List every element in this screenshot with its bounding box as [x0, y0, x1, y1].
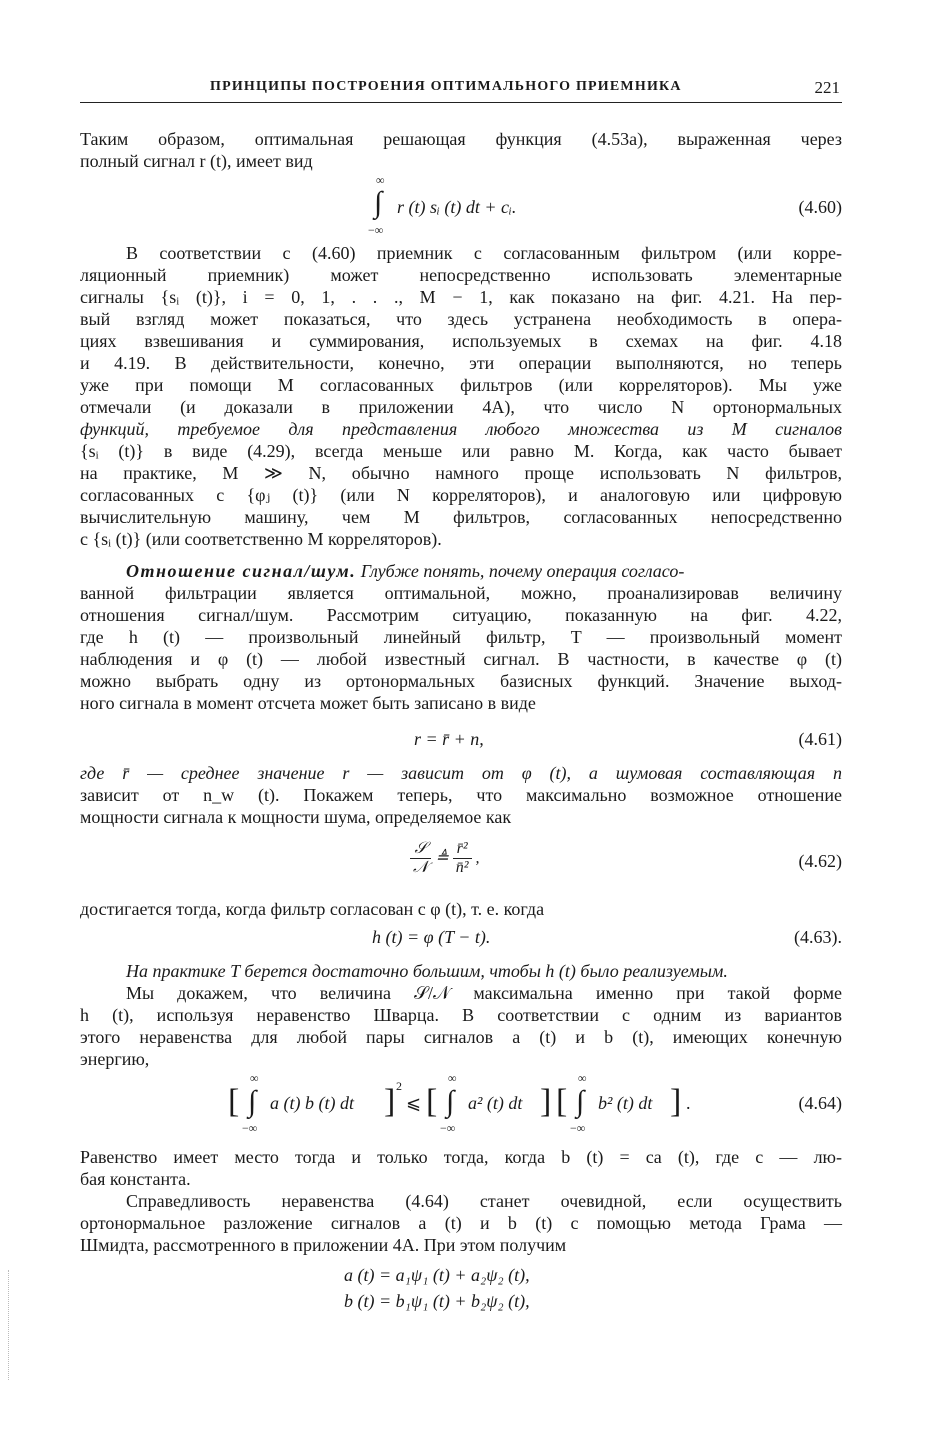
- text-line: отмечали (и доказали в приложении 4А), что число N ортонормальных: [80, 397, 842, 417]
- equation-number: (4.64): [798, 1093, 842, 1113]
- text-line: ортонормальное разложение сигналов a (t) и b (t) с помощью метода Грама —: [80, 1213, 842, 1233]
- text-line: мощности сигнала к мощности шума, определяемое как: [80, 807, 512, 827]
- running-head: ПРИНЦИПЫ ПОСТРОЕНИЯ ОПТИМАЛЬНОГО ПРИЕМНИКА: [210, 79, 682, 94]
- text-line: Равенство имеет место тогда и только тогда, когда b (t) = ca (t), где c — лю-: [80, 1147, 842, 1167]
- text-line: {sᵢ (t)} в виде (4.29), всегда меньше или равно M. Когда, как часто бывает: [80, 441, 842, 461]
- equation-number: (4.60): [798, 197, 842, 217]
- text-line: достигается тогда, когда фильтр согласован с φ (t), т. е. когда: [80, 899, 545, 919]
- text-line: Справедливость неравенства (4.64) станет очевидной, если осуществить: [126, 1191, 842, 1211]
- text-line: согласованных с {φⱼ (t)} (или N корреляторов), и аналоговую или цифровую: [80, 485, 842, 505]
- text-line: Шмидта, рассмотренного в приложении 4А. При этом получим: [80, 1235, 567, 1255]
- book-page: ПРИНЦИПЫ ПОСТРОЕНИЯ ОПТИМАЛЬНОГО ПРИЕМНИКА 221 Таким образом, оптимальная решающая функция (4.53а), выраженная через полный сигнал r (t), имеет вид ∞ ∫ −∞ r (t) sᵢ (t) dt + cᵢ. (4.60) В соответствии с (4.60) приемник с согласованным фильтром (или корре- ляционный приемник) может непосредственно использовать элементарные сигналы {sᵢ (t)}, i = 0, 1, . . ., M − 1, как показано на фиг. 4.21. На пер- вый взгляд может показаться, что здесь устранена необходимость в опера- циях взвешивания и суммирования, используемых в схемах на фиг. 4.18 и 4.19. В действительности, конечно, эти операции выполняются, но теперь уже при помощи M согласованных фильтров (или корреляторов). Мы уже отмечали (и доказали в приложении 4А), что число N ортонормальных функций, требуемое для представления любого множества из M сигналов {sᵢ (t)} в виде (4.29), всегда меньше или равно M. Когда, как часто бывает на практике, M ≫ N, обычно намного проще использовать N фильтров, согласованных с {φⱼ (t)} (или N корреляторов), и аналоговую или цифровую вычислительную машину, чем M фильтров, согласованных непосредственно с {sᵢ (t)} (или соответственно M корреляторов). Отношение сигнал/шум. Глубже понять, почему операция согласо- ванной фильтрации является оптимальной, можно, проанализировав величину отношения сигнал/шум. Рассмотрим ситуацию, показанную на фиг. 4.22, где h (t) — произвольный линейный фильтр, T — произвольный момент наблюдения и φ (t) — любой известный сигнал. В частности, в качестве φ (t) можно выбрать одну из ортонормальных базисных функций. Значение выход- ного сигнала в момент отсчета может быть записано в виде r = r̄ + n, (4.61) где r̄ — среднее значение r — зависит от φ (t), а шумовая составляющая n зависит от n_w (t). Покажем теперь, что максимально возможное отношение мощности сигнала к мощности шума, определяемое как $\frac{\text{𝒮}}{\text{𝒩}}$ ≜ $\frac{\text{r̄²}}{\text{n̄²}}$ , (4.62) достигается тогда, когда фильтр согласован с φ (t), т. е. когда h (t) = φ (T − t). (4.63). На практике T берется достаточно большим, чтобы h (t) было реализуемым. Мы докажем, что величина 𝒮/𝒩 максимальна именно при такой форме h (t), используя неравенство Шварца. В соответствии с одним из вариантов этого неравенства для любой пары сигналов a (t) и b (t), имеющих конечную энергию, [ ∞ ∫ −∞ a (t) b (t) dt ] 2 ⩽ [ ∞ ∫ −∞ a² (t) dt ] [ ∞ ∫ −∞ b² (t) dt ] . (4.64) Равенство имеет место тогда и только тогда, когда b (t) = ca (t), где c — лю- бая константа. Справедливость неравенства (4.64) станет очевидной, если осуществить ортонормальное разложение сигналов a (t) и b (t) с помощью метода Грама — Шмидта, рассмотренного в приложении 4А. При этом получим a (t) = a₁ψ₁ (t) + a₂ψ₂ (t), b (t) = b₁ψ₁ (t) + b₂ψ₂ (t),: [0, 0, 925, 1430]
- text-line: и 4.19. В действительности, конечно, эти операции выполняются, но теперь: [80, 353, 842, 373]
- text-line: энергию,: [80, 1049, 150, 1069]
- text-line: можно выбрать одну из ортонормальных базисных функций. Значение выход-: [80, 671, 842, 691]
- text-line: функций, требуемое для представления любого множества из M сигналов: [80, 419, 842, 439]
- text-line: Отношение сигнал/шум. Глубже понять, почему операция согласо-: [126, 561, 685, 581]
- text-line: где h (t) — произвольный линейный фильтр, T — произвольный момент: [80, 627, 842, 647]
- text-line: наблюдения и φ (t) — любой известный сигнал. В частности, в качестве φ (t): [80, 649, 842, 669]
- text-line: ного сигнала в момент отсчета может быть записано в виде: [80, 693, 536, 713]
- text-line: полный сигнал r (t), имеет вид: [80, 151, 313, 171]
- section-heading: Отношение сигнал/шум.: [126, 561, 357, 581]
- text-line: бая константа.: [80, 1169, 191, 1189]
- text-line: сигналы {sᵢ (t)}, i = 0, 1, . . ., M − 1, как показано на фиг. 4.21. На пер-: [80, 287, 842, 307]
- text-line: h (t), используя неравенство Шварца. В соответствии с одним из вариантов: [80, 1005, 842, 1025]
- text-line: зависит от n_w (t). Покажем теперь, что максимально возможное отношение: [80, 785, 842, 805]
- text-line: этого неравенства для любой пары сигналов a (t) и b (t), имеющих конечную: [80, 1027, 842, 1047]
- text-line: ванной фильтрации является оптимальной, можно, проанализировав величину: [80, 583, 842, 603]
- text-line: на практике, M ≫ N, обычно намного проще использовать N фильтров,: [80, 463, 842, 483]
- equation-number: (4.62): [798, 851, 842, 871]
- equation-number: (4.63).: [794, 927, 842, 947]
- text-line: вычислительную машину, чем M фильтров, согласованных непосредственно: [80, 507, 842, 527]
- text-line: Таким образом, оптимальная решающая функция (4.53а), выраженная через: [80, 129, 842, 149]
- text-line: ляционный приемник) может непосредственно использовать элементарные: [80, 265, 842, 285]
- text-line: циях взвешивания и суммирования, используемых в схемах на фиг. 4.18: [80, 331, 842, 351]
- page-number: 221: [814, 78, 840, 97]
- text-line: Мы докажем, что величина 𝒮/𝒩 максимальна именно при такой форме: [126, 983, 842, 1003]
- margin-mark: [8, 1270, 11, 1380]
- text-line: с {sᵢ (t)} (или соответственно M корреляторов).: [80, 529, 442, 549]
- text-line: вый взгляд может показаться, что здесь устранена необходимость в опера-: [80, 309, 842, 329]
- text-line: отношения сигнал/шум. Рассмотрим ситуацию, показанную на фиг. 4.22,: [80, 605, 842, 625]
- page-header: [80, 78, 842, 103]
- text-line: На практике T берется достаточно большим, чтобы h (t) было реализуемым.: [126, 961, 728, 981]
- text-line: В соответствии с (4.60) приемник с согласованным фильтром (или корре-: [126, 243, 842, 263]
- text-line: где r̄ — среднее значение r — зависит от φ (t), а шумовая составляющая n: [80, 763, 842, 783]
- equation-number: (4.61): [798, 729, 842, 749]
- text-line: уже при помощи M согласованных фильтров (или корреляторов). Мы уже: [80, 375, 842, 395]
